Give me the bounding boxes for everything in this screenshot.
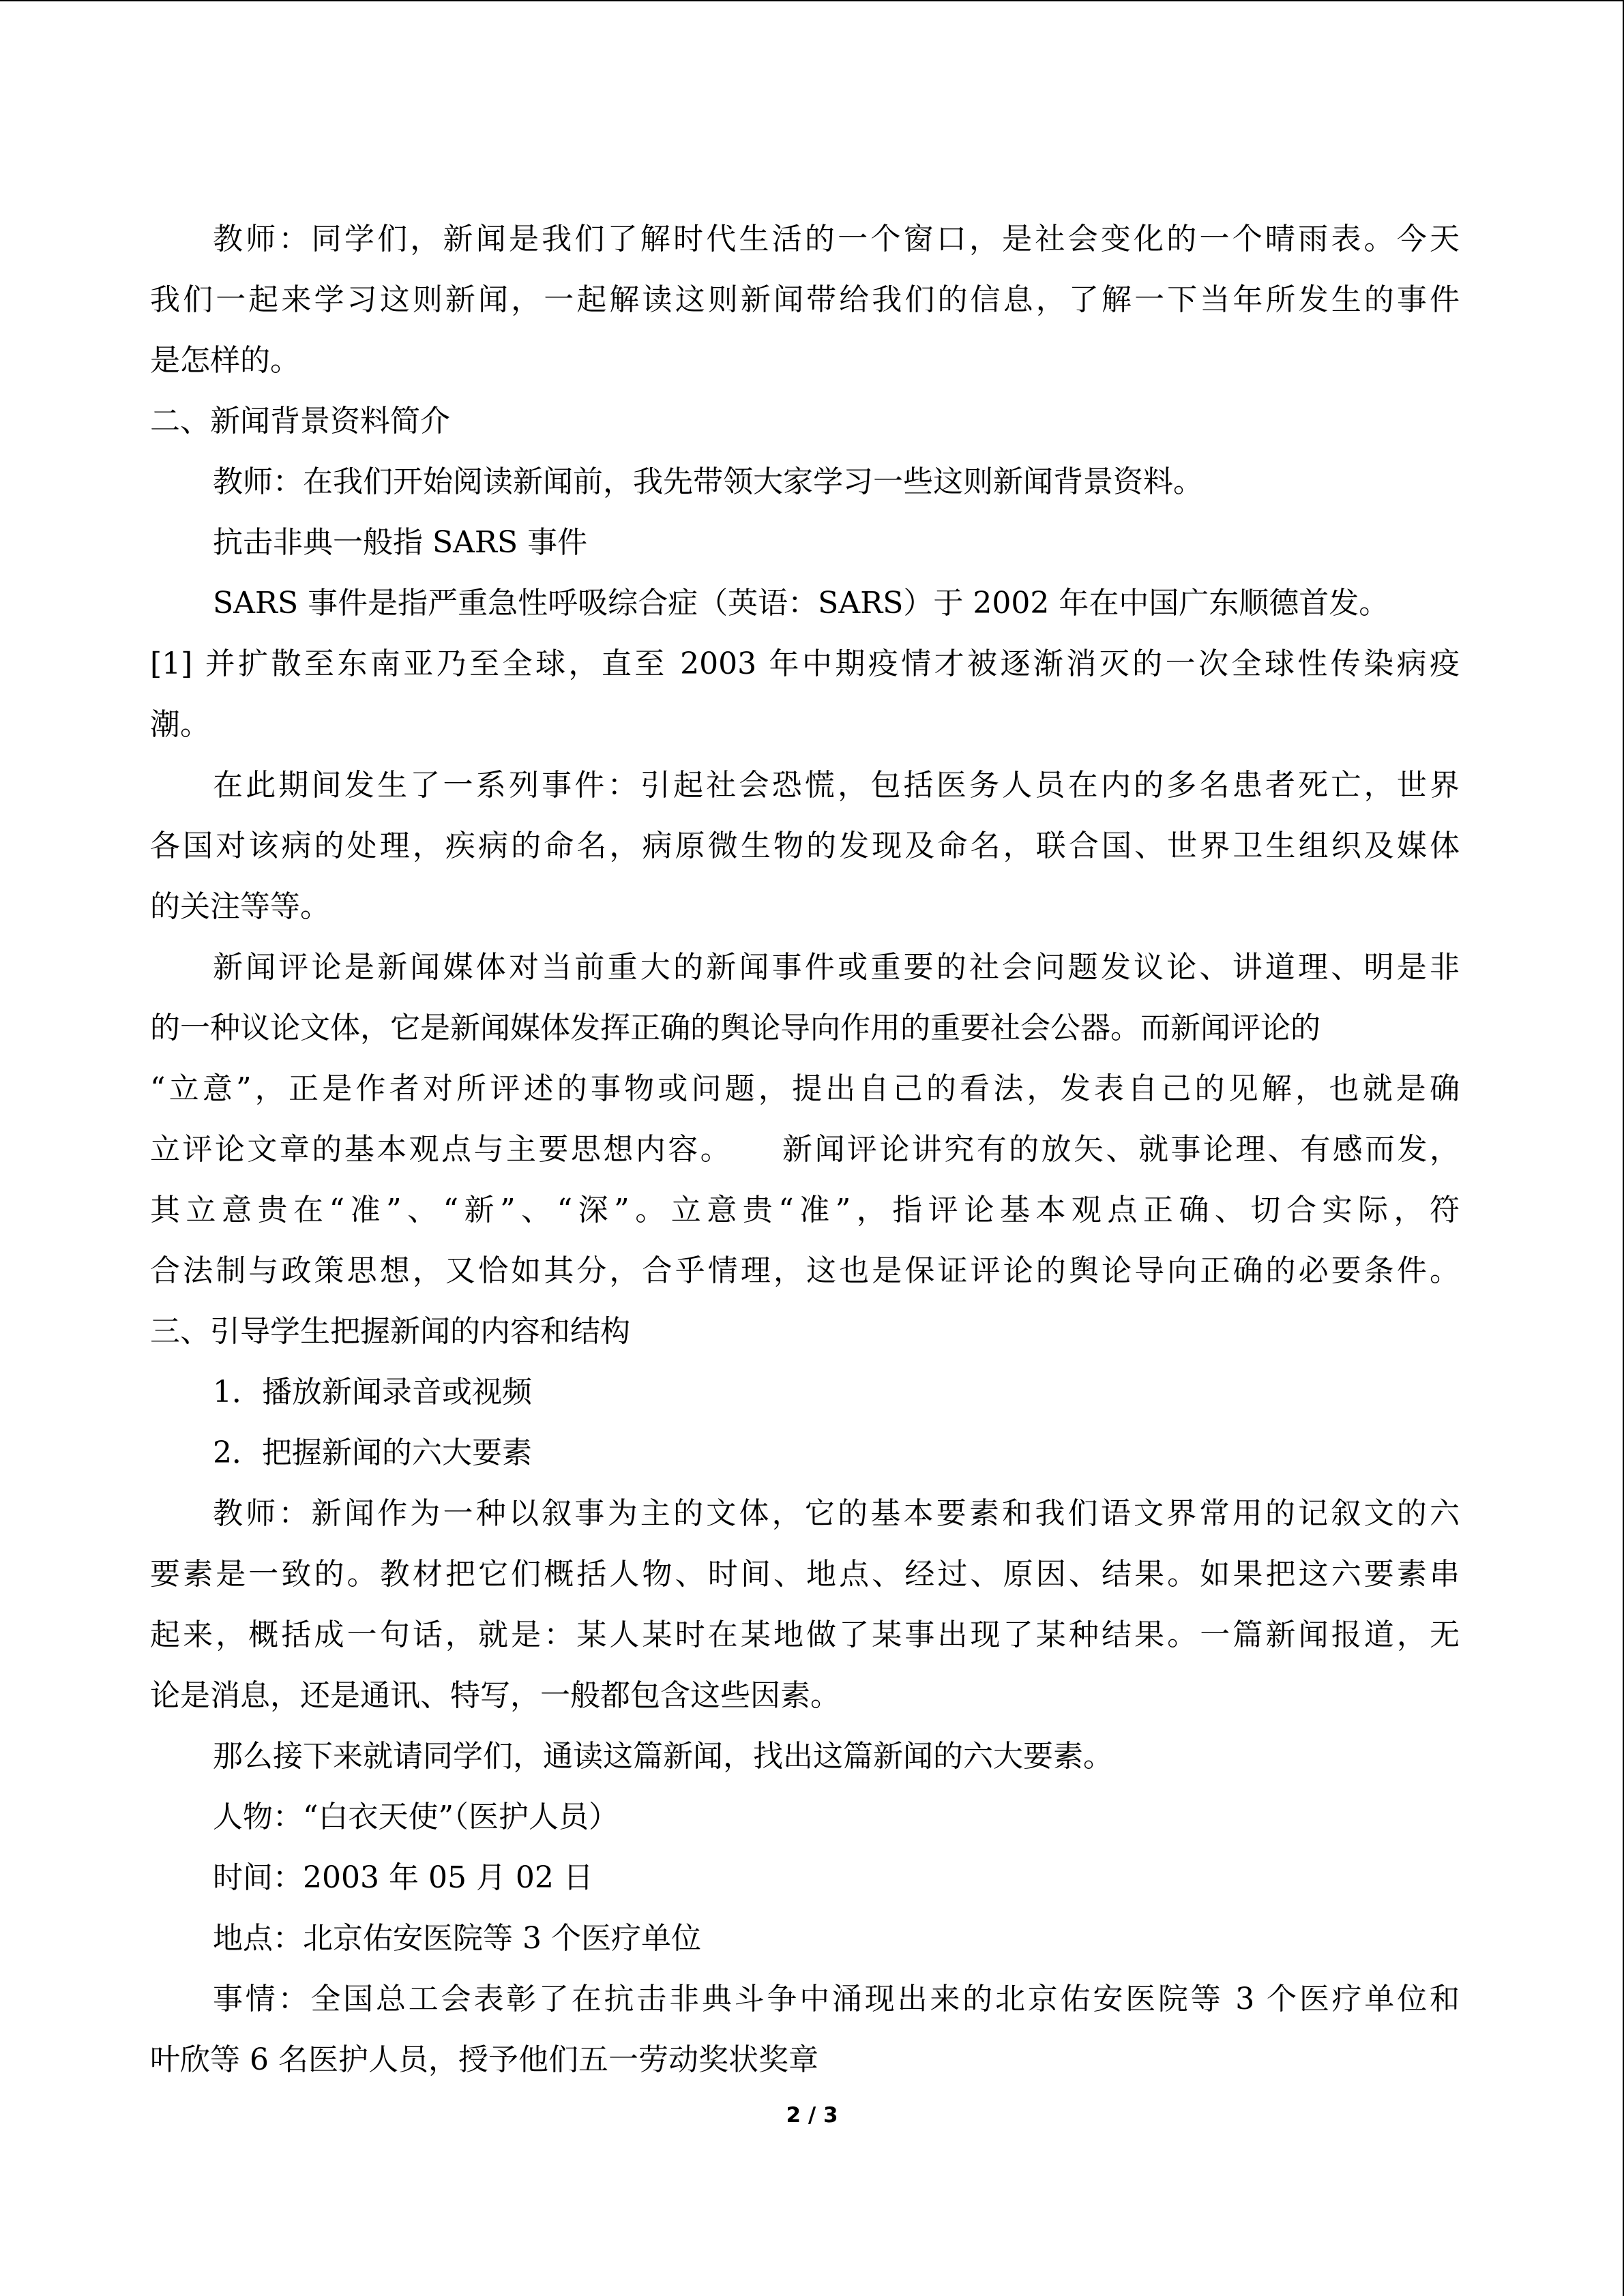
paragraph-line: 要素是一致的。教材把它们概括人物、时间、地点、经过、原因、结果。如果把这六要素串 [150, 1557, 1460, 1592]
element-line: 事情：全国总工会表彰了在抗击非典斗争中涌现出来的北京佑安医院等 3 个医疗单位和 [213, 1982, 1460, 2016]
list-item: 1．播放新闻录音或视频 [213, 1375, 532, 1410]
paragraph-line: “立意”，正是作者对所评述的事物或问题，提出自己的看法，发表自己的见解，也就是确 [150, 1071, 1460, 1106]
document-body [150, 209, 1460, 2090]
paragraph-line: [1] 并扩散至东南亚乃至全球，直至 2003 年中期疫情才被逐渐消灭的一次全球性传染病疫 [150, 646, 1460, 681]
element-line: 人物：“白衣天使”（医护人员） [213, 1800, 619, 1834]
element-line: 地点：北京佑安医院等 3 个医疗单位 [213, 1921, 701, 1956]
paragraph-line: 合法制与政策思想，又恰如其分，合乎情理，这也是保证评论的舆论导向正确的必要条件。 [150, 1253, 1460, 1288]
paragraph-line: 论是消息，还是通讯、特写，一般都包含这些因素。 [150, 1678, 840, 1713]
list-item: 2．把握新闻的六大要素 [213, 1435, 532, 1470]
element-line: 叶欣等 6 名医护人员，授予他们五一劳动奖状奖章 [150, 2042, 818, 2077]
paragraph-line: 各国对该病的处理，疾病的命名，病原微生物的发现及命名，联合国、世界卫生组织及媒体 [150, 829, 1460, 863]
page-border-top [0, 0, 1624, 1]
subheading: 抗击非典一般指 SARS 事件 [213, 525, 588, 560]
paragraph-line: 在此期间发生了一系列事件：引起社会恐慌，包括医务人员在内的多名患者死亡，世界 [213, 768, 1460, 803]
paragraph-line: 教师：新闻作为一种以叙事为主的文体，它的基本要素和我们语文界常用的记叙文的六 [213, 1496, 1460, 1531]
paragraph-line: 起来，概括成一句话，就是：某人某时在某地做了某事出现了某种结果。一篇新闻报道，无 [150, 1617, 1460, 1652]
paragraph-line: SARS 事件是指严重急性呼吸综合症（英语：SARS）于 2002 年在中国广东顺德首发。 [213, 586, 1389, 621]
paragraph-line: 教师：在我们开始阅读新闻前，我先带领大家学习一些这则新闻背景资料。 [213, 464, 1203, 499]
paragraph-line: 的关注等等。 [150, 889, 330, 924]
paragraph-line: 潮。 [150, 707, 210, 742]
paragraph-line: 新闻评论是新闻媒体对当前重大的新闻事件或重要的社会问题发议论、讲道理、明是非 [213, 950, 1460, 985]
paragraph-line: 是怎样的。 [150, 343, 300, 378]
element-line: 时间：2003 年 05 月 02 日 [213, 1860, 593, 1895]
paragraph-line: 我们一起来学习这则新闻，一起解读这则新闻带给我们的信息，了解一下当年所发生的事件 [150, 282, 1460, 317]
paragraph-line: 那么接下来就请同学们，通读这篇新闻，找出这篇新闻的六大要素。 [213, 1739, 1113, 1774]
section-heading: 三、引导学生把握新闻的内容和结构 [150, 1314, 630, 1349]
page-number: 2 / 3 [786, 2103, 838, 2128]
paragraph-line: 教师：同学们，新闻是我们了解时代生活的一个窗口，是社会变化的一个晴雨表。今天 [213, 222, 1460, 256]
paragraph-line: 立评论文章的基本观点与主要思想内容。 新闻评论讲究有的放矢、就事论理、有感而发， [150, 1132, 1460, 1167]
section-heading: 二、新闻背景资料简介 [150, 404, 450, 438]
paragraph-line: 的一种议论文体，它是新闻媒体发挥正确的舆论导向作用的重要社会公器。而新闻评论的 [150, 1011, 1320, 1045]
paragraph-line: 其立意贵在“准”、“新”、“深”。立意贵“准”，指评论基本观点正确、切合实际，符 [150, 1193, 1460, 1227]
